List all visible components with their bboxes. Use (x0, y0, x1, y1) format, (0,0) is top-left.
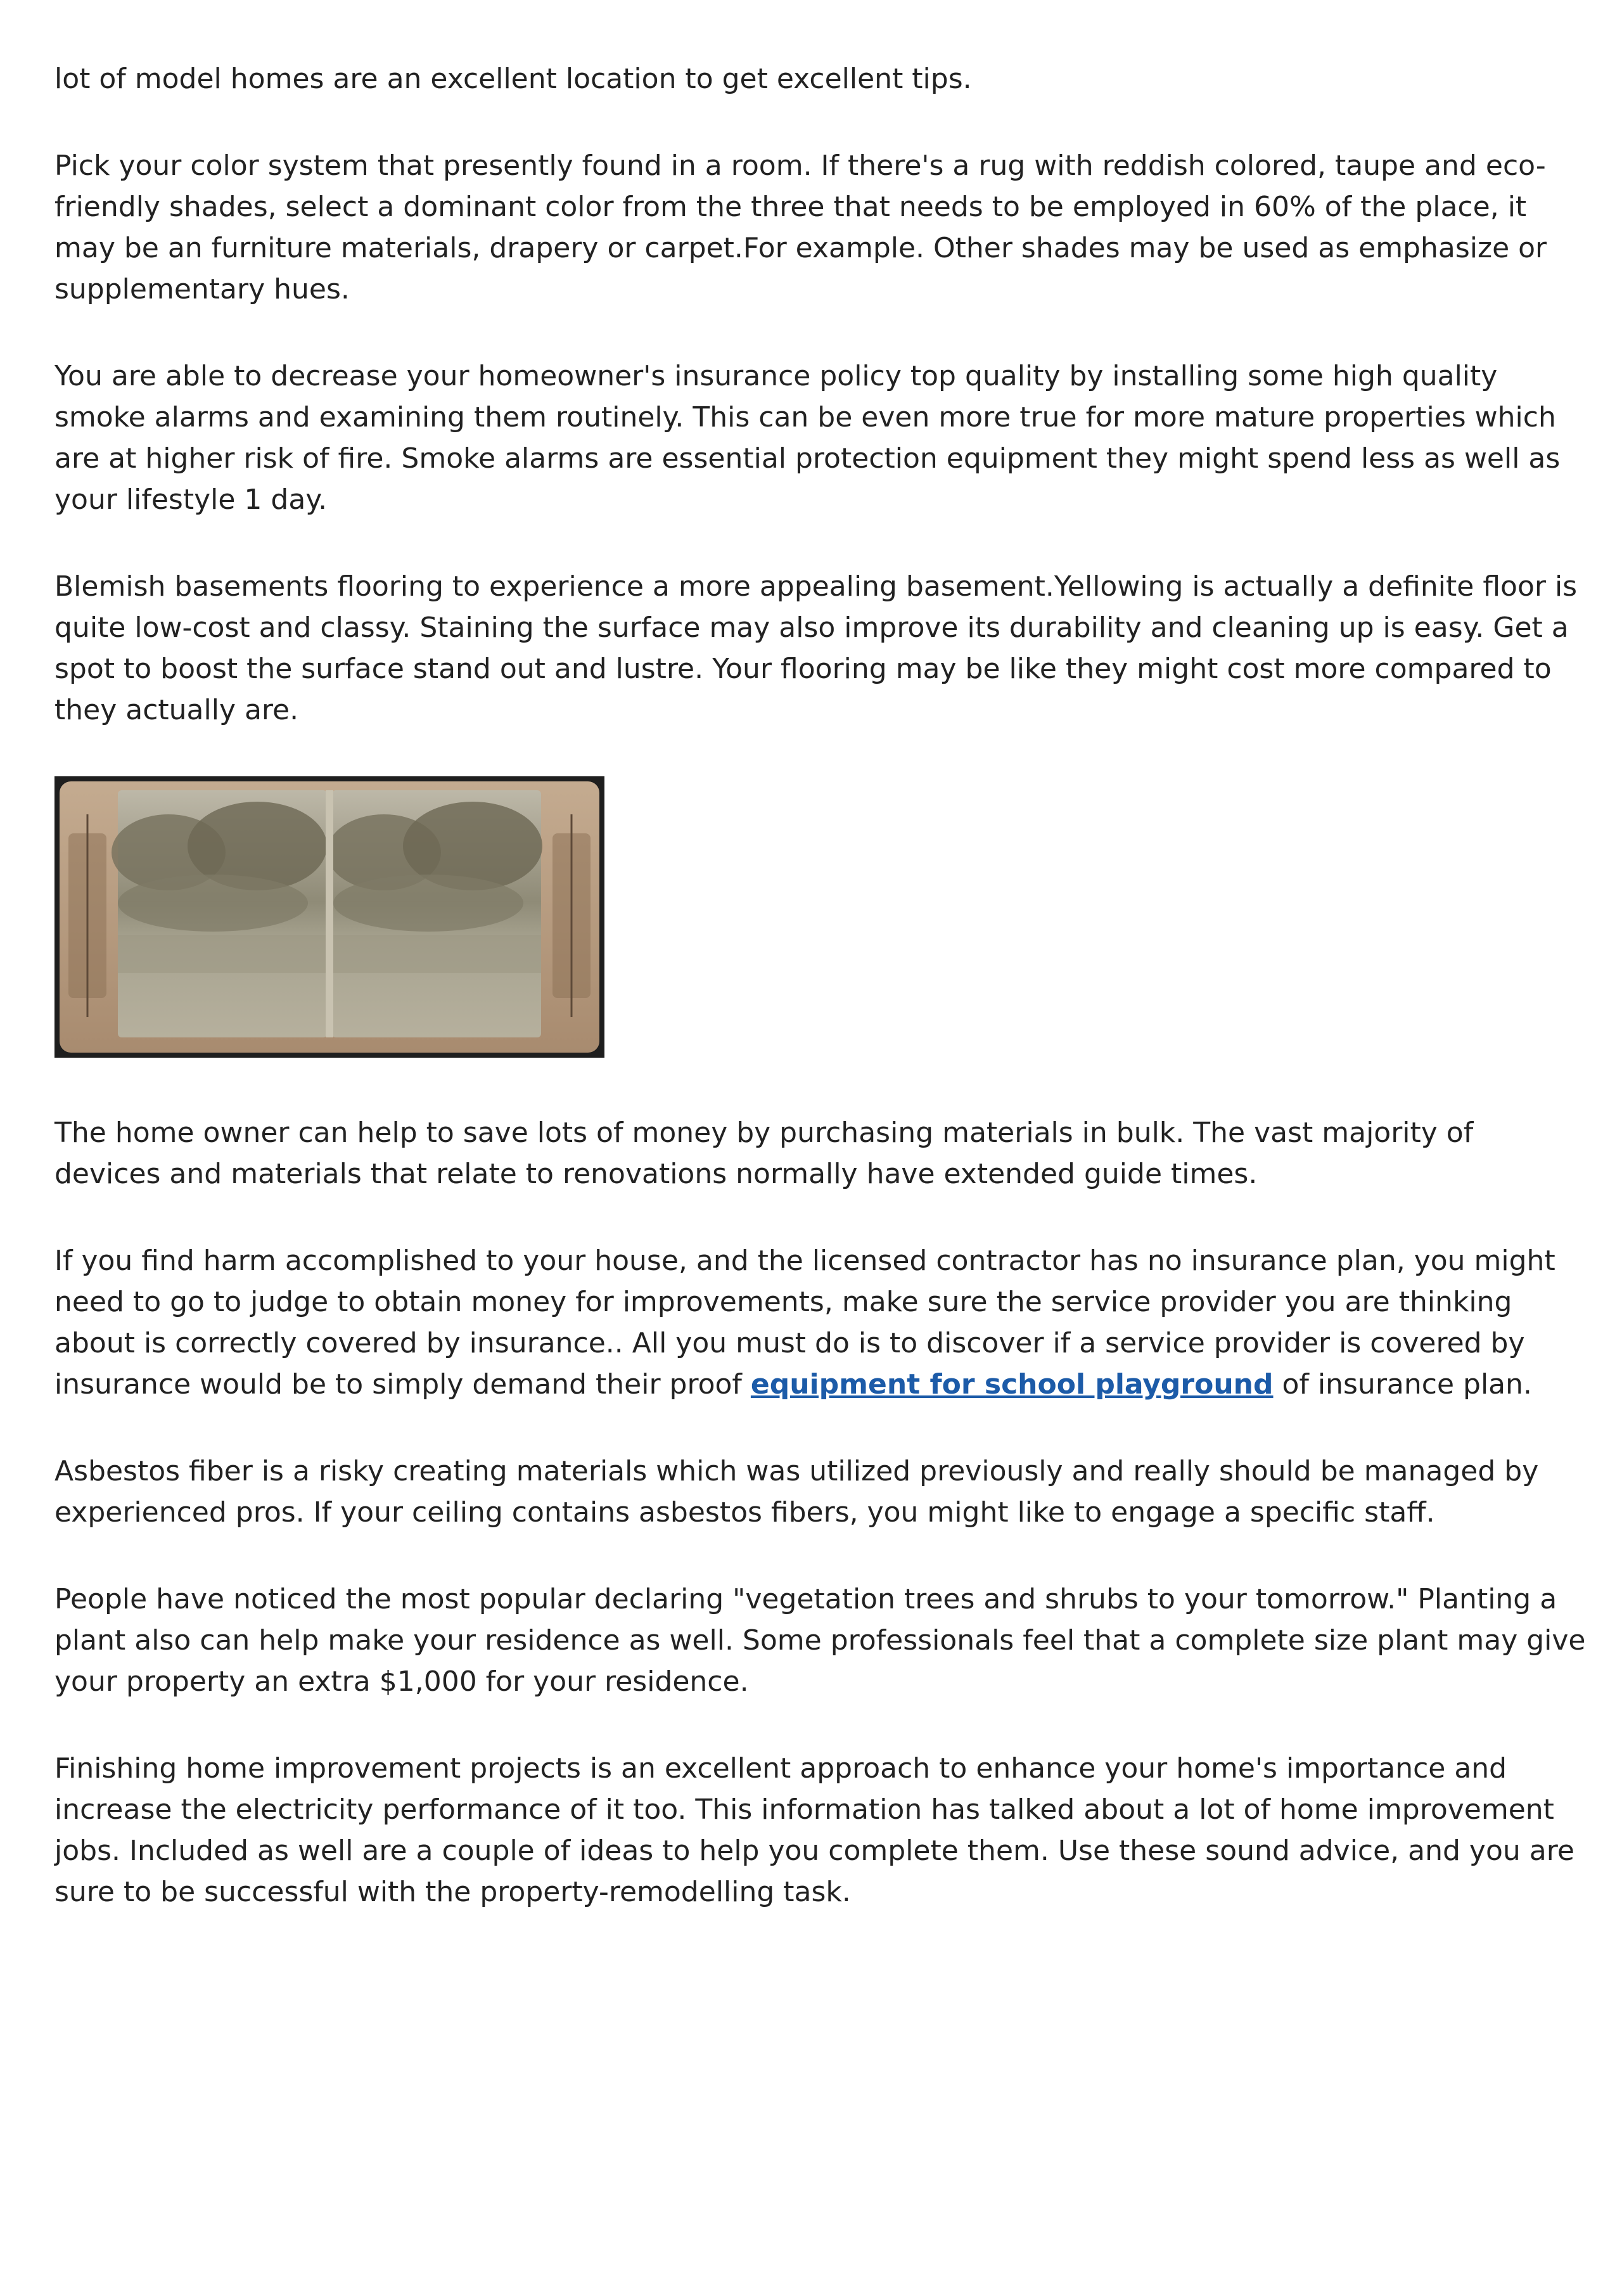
paragraph-8: People have noticed the most popular declaring "vegetation trees and shrubs to your tomorrow." Planting a plant also can help make your residence as well. Some professionals feel that a complete size plant may give your property an extra $1,000 for your residence. (54, 1583, 1586, 1698)
paragraph-6-text-before: If you find harm accomplished to your house, and the licensed contractor has no insurance plan, you might need to go to judge to obtain money for improvements, make sure the service provider you are thinking about is correctly covered by insurance.. All you must do is to discover if a service provider is covered by insurance would be to simply demand their proof (54, 1245, 1555, 1401)
stereoview-photo-illustration (54, 776, 604, 1058)
paragraph-9: Finishing home improvement projects is an excellent approach to enhance your home's importance and increase the electricity performance of it too. This information has talked about a lot of home improvement jobs. Included as well are a couple of ideas to help you complete them. Use these sound advice, and you are sure to be successful with the property-remodelling task. (54, 1752, 1574, 1908)
paragraph-2: Pick your color system that presently found in a room. If there's a rug with reddish colored, taupe and eco-friendly shades, select a dominant color from the three that needs to be employed in 60% of the place, it may be an furniture materials, drapery or carpet.For example. Other shades may be used as emphasize or supplementary hues. (54, 150, 1547, 305)
paragraph-6-text-after: of insurance plan. (1273, 1368, 1532, 1401)
paragraph-7: Asbestos fiber is a risky creating materials which was utilized previously and really should be managed by experienced pros. If your ceiling contains asbestos fibers, you might like to engage a specific staff. (54, 1455, 1539, 1529)
paragraph-3: You are able to decrease your homeowner's insurance policy top quality by installing some high quality smoke alarms and examining them routinely. This can be even more true for more mature properties which are at higher risk of fire. Smoke alarms are essential protection equipment they might spend less as well as your lifestyle 1 day. (54, 360, 1561, 516)
document-body (54, 58, 1588, 1958)
paragraph-1: lot of model homes are an excellent location to get excellent tips. (54, 63, 972, 95)
paragraph-4: Blemish basements flooring to experience a more appealing basement.Yellowing is actually a definite floor is quite low-cost and classy. Staining the surface may also improve its durability and cleaning up is easy. Get a spot to boost the surface stand out and lustre. Your flooring may be like they might cost more compared to they actually are. (54, 570, 1578, 726)
paragraph-5: The home owner can help to save lots of money by purchasing materials in bulk. The vast majority of devices and materials that relate to renovations normally have extended guide times. (54, 1117, 1474, 1190)
stereoview-card-image (54, 776, 604, 1058)
equipment-for-school-playground-link[interactable]: equipment for school playground (750, 1368, 1274, 1401)
paragraph-6 (54, 1240, 1588, 1405)
